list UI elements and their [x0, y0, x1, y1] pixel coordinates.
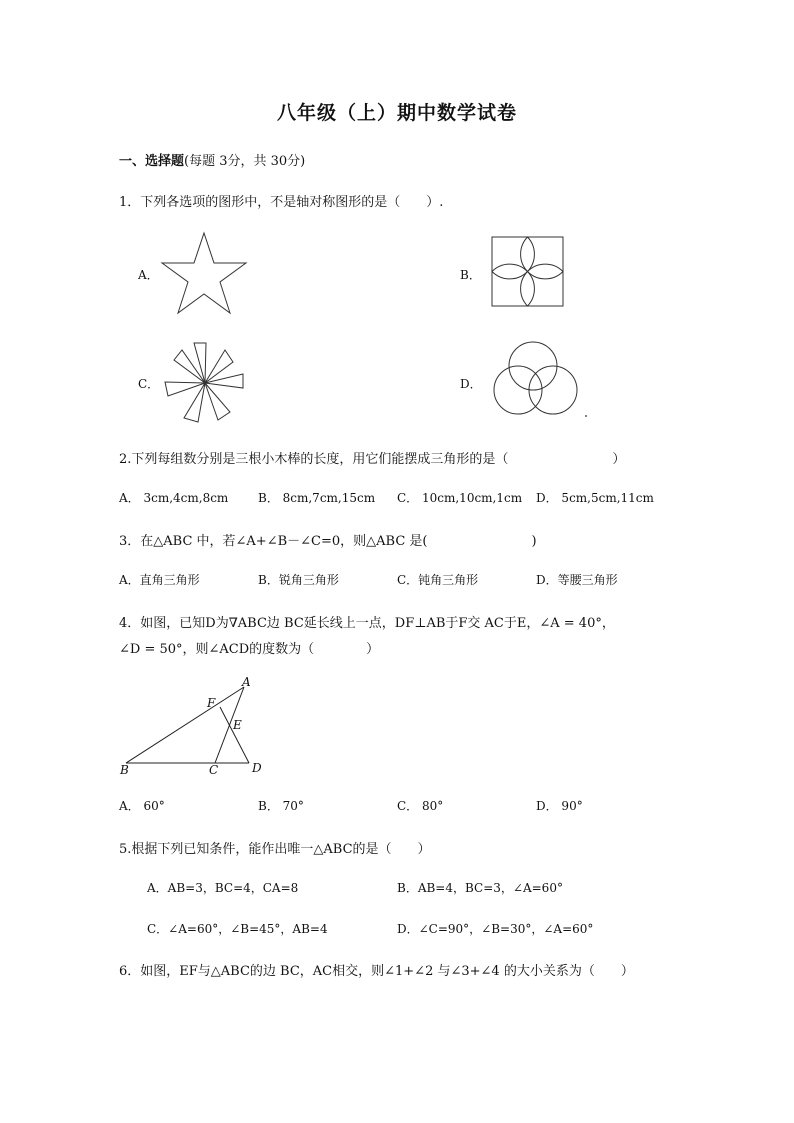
section-label: 一、选择题: [119, 154, 185, 169]
q6-stem: 6．如图，EF与△ABC的边 BC，AC相交，则∠1+∠2 与∠3+∠4 的大小关系为（ ）: [119, 964, 634, 979]
q5-option-b: B．AB=4，BC=3，∠A=60°: [397, 881, 563, 895]
square-petal-icon: [490, 235, 566, 309]
q3-option-c: C．钝角三角形: [397, 573, 479, 587]
page-title: 八年级（上）期中数学试卷: [276, 102, 517, 124]
point-label-d: D: [252, 761, 262, 775]
point-label-b: B: [120, 763, 129, 777]
q3-stem: 3．在△ABC 中，若∠A+∠B－∠C=0，则△ABC 是( ): [119, 534, 537, 549]
q4-triangle-diagram: [116, 674, 272, 780]
q2-stem: 2.下列每组数分别是三根小木棒的长度，用它们能摆成三角形的是（ ）: [119, 452, 626, 467]
q1-option-b: B．: [460, 268, 481, 282]
pinwheel-icon: [160, 338, 250, 424]
star-icon: [158, 230, 250, 316]
q2-option-b: B． 8cm,7cm,15cm: [258, 491, 376, 505]
q5-option-c: C．∠A=60°，∠B=45°，AB=4: [147, 922, 328, 936]
q1-option-c: C．: [138, 377, 160, 391]
point-label-a: A: [242, 675, 251, 689]
q1-option-a: A．: [138, 268, 159, 282]
q4-line1: 4．如图，已知D为∇ABC边 BC延长线上一点，DF⊥AB于F交 AC于E，∠A = 40°，: [119, 616, 615, 631]
point-label-f: F: [207, 696, 216, 710]
three-circles-icon: [488, 338, 590, 422]
q2-option-a: A． 3cm,4cm,8cm: [119, 491, 229, 505]
q2-option-d: D． 5cm,5cm,11cm: [536, 491, 654, 505]
section-note: (每题 3分，共 30分): [184, 154, 306, 169]
q5-stem: 5.根据下列已知条件，能作出唯一△ABC的是（ ）: [119, 842, 431, 857]
q4-line2: ∠D = 50°，则∠ACD的度数为（ ）: [119, 642, 380, 657]
q3-option-d: D．等腰三角形: [536, 573, 618, 587]
q4-option-d: D． 90°: [536, 799, 583, 813]
q5-option-a: A．AB=3，BC=4，CA=8: [147, 881, 299, 895]
q5-option-d: D．∠C=90°，∠B=30°，∠A=60°: [397, 922, 594, 936]
q1-stem: 1．下列各选项的图形中，不是轴对称图形的是（ ）.: [119, 195, 444, 210]
q2-option-c: C． 10cm,10cm,1cm: [397, 491, 523, 505]
point-label-c: C: [209, 763, 219, 777]
q4-option-c: C． 80°: [397, 799, 444, 813]
q3-option-b: B．锐角三角形: [258, 573, 339, 587]
point-label-e: E: [233, 718, 242, 732]
q4-option-b: B． 70°: [258, 799, 304, 813]
section-heading: [119, 150, 305, 169]
q1-option-d: D．: [460, 377, 482, 391]
q4-option-a: A． 60°: [119, 799, 165, 813]
q3-option-a: A．直角三角形: [119, 573, 200, 587]
